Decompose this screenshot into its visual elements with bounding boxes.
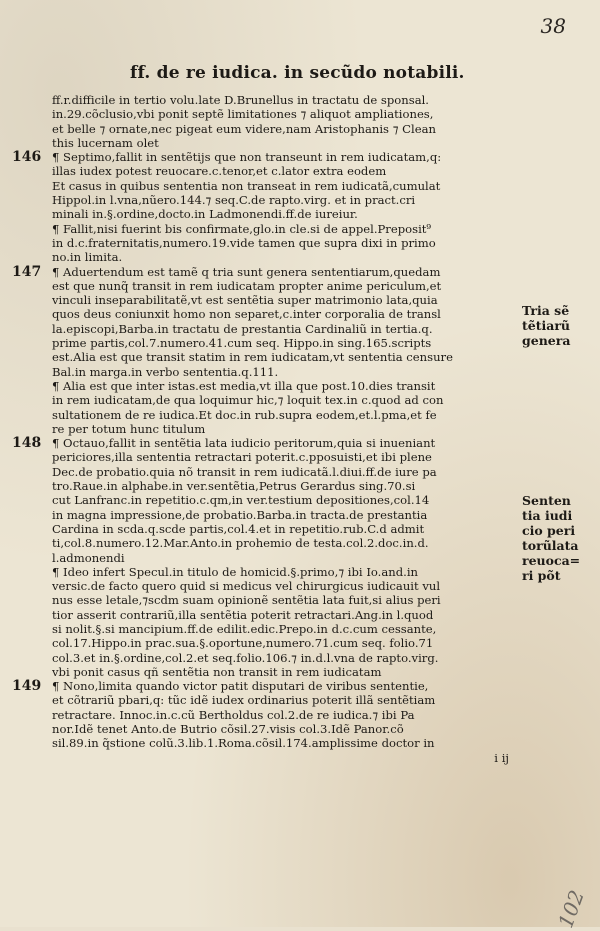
section-number: 148 <box>12 435 42 452</box>
text-line: minali in.§.ordine,docto.in Ladmonendi.ff.de iureiur. <box>52 207 358 222</box>
text-line: tior asserit contrariũ,illa sentẽtia poterit retractari.Ang.in l.quod <box>52 607 434 622</box>
corner-handwritten-mark: 102 <box>553 886 589 931</box>
section-number: 146 <box>12 149 42 166</box>
margin-note-tria <box>522 303 592 348</box>
note-line: genera <box>522 333 571 348</box>
note-line: Tria sẽ <box>522 303 570 318</box>
text-line: vbi ponit casus qñ sentẽtia non transit in rem iudicatam <box>52 664 382 679</box>
note-line: Senten <box>522 493 571 508</box>
note-line: reuoca= <box>522 553 581 568</box>
text-line: nus esse letale,⁊scdm suam opinionẽ sentẽtia lata fuit,si alius peri <box>52 593 441 608</box>
text-line: prime partis,col.7.numero.41.cum seq. Hippo.in sing.165.scripts <box>52 336 432 351</box>
folio-number: 38 <box>540 14 566 38</box>
intro-block <box>52 93 517 150</box>
text-line: tro.Raue.in alphabe.in ver.sentẽtia,Petrus Gerardus sing.70.si <box>52 479 416 494</box>
text-line: et cõtrariũ pbari,q: tũc idẽ iudex ordinarius poterit illã sentẽtiam <box>52 693 436 708</box>
text-line: this lucernam olet <box>52 135 159 150</box>
text-line: ¶ Aduertendum est tamẽ q tria sunt genera sententiarum,quedam <box>52 264 441 279</box>
text-line: ¶ Nono,limita quando victor patit disputari de viribus sententie, <box>52 679 429 694</box>
section-147 <box>12 263 517 437</box>
note-line: ri põt <box>522 568 561 583</box>
text-line: versic.de facto quero quid si medicus vel chirurgicus iudicauit vul <box>52 579 441 594</box>
main-text <box>12 93 517 765</box>
text-line: ¶ Octauo,fallit in sentẽtia lata iudicio peritorum,quia si inueniant <box>52 436 436 451</box>
text-line: ¶ Septimo,fallit in sentẽtijs que non transeunt in rem iudicatam,q: <box>52 150 442 165</box>
text-line: Hippol.in l.vna,nũero.144.⁊ seq.C.de rapto.virg. et in pract.cri <box>52 193 416 208</box>
note-line: tẽtiarũ <box>522 318 571 333</box>
text-line: nor.Idẽ tenet Anto.de Butrio cõsil.27.visis col.3.Idẽ Panor.cõ <box>52 722 404 737</box>
text-line: retractare. Innoc.in.c.cũ Bertholdus col.2.de re iudica.⁊ ibi Pa <box>52 707 415 722</box>
signature-mark: i ij <box>494 750 509 765</box>
text-line: est que nunq̃ transit in rem iudicatam propter anime periculum,et <box>52 278 442 293</box>
text-line: Cardina in scda.q.scde partis,col.4.et in repetitio.rub.C.d admit <box>52 521 425 536</box>
text-line: col.3.et in.§.ordine,col.2.et seq.folio.106.⁊ in.d.l.vna de rapto.virg. <box>52 650 439 665</box>
section-number: 147 <box>12 263 42 280</box>
margin-note-sententia <box>522 493 592 583</box>
text-line: in magna impressione,de probatio.Barba.in tracta.de prestantia <box>52 507 428 522</box>
text-line: sil.89.in q̃stione colũ.3.lib.1.Roma.cõsil.174.amplissime doctor in <box>52 736 435 751</box>
text-line: cut Lanfranc.in repetitio.c.qm,in ver.testium depositiones,col.14 <box>52 493 430 508</box>
text-line: Dec.de probatio.quia nõ transit in rem iudicatã.l.diui.ff.de iure pa <box>52 464 437 479</box>
text-line: ti,col.8.numero.12.Mar.Anto.in prohemio de testa.col.2.doc.in.d. <box>52 536 429 551</box>
text-line: si nolit.§.si mancipium.ff.de edilit.edic.Prepo.in d.c.cum cessante, <box>52 621 437 636</box>
text-line: est.Alia est que transit statim in rem iudicatam,vt sententia censure <box>52 350 453 365</box>
text-line: quos deus coniunxit homo non separet,c.inter corporalia de transl <box>52 307 441 322</box>
text-line: sultationem de re iudica.Et doc.in rub.supra eodem,et.l.pma,et fe <box>52 407 437 422</box>
text-line: la.episcopi,Barba.in tractatu de prestantia Cardinaliũ in tertia.q. <box>52 321 433 336</box>
text-line: col.17.Hippo.in prac.sua.§.oportune,numero.71.cum seq. folio.71 <box>52 636 434 651</box>
text-line: in d.c.fraternitatis,numero.19.vide tamen que supra dixi in primo <box>52 235 436 250</box>
text-line: in rem iudicatam,de qua loquimur hic,⁊ loquit tex.in c.quod ad con <box>52 393 444 408</box>
text-line: ¶ Alia est que inter istas.est media,vt illa que post.10.dies transit <box>52 378 436 393</box>
note-line: tia iudi <box>522 508 573 523</box>
text-line: re per totum hunc titulum <box>52 421 206 436</box>
text-line: ¶ Fallit,nisi fuerint bis confirmate,glo.in cle.si de appel.Preposit⁹ <box>52 221 432 236</box>
text-line: periciores,illa sententia retractari poterit.c.pposuisti,et ibi plene <box>52 450 432 465</box>
text-line: ¶ Ideo infert Specul.in titulo de homicid.§.primo,⁊ ibi Io.and.in <box>52 564 419 579</box>
text-line: Et casus in quibus sententia non transeat in rem iudicatã,cumulat <box>52 178 441 193</box>
section-number: 149 <box>12 678 42 695</box>
text-line: vinculi inseparabilitatẽ,vt est sentẽtia super matrimonio lata,quia <box>52 293 438 308</box>
section-149 <box>12 678 517 765</box>
text-line: et belle ⁊ ornate,nec pigeat eum videre,nam Aristophanis ⁊ Clean <box>52 121 436 136</box>
section-146 <box>12 149 517 265</box>
running-header: ff. de re iudica. in secũdo notabili. <box>130 63 465 83</box>
section-148 <box>12 435 517 679</box>
text-line: no.in limita. <box>52 250 123 265</box>
note-line: torũlata <box>522 538 579 553</box>
text-line: illas iudex potest reuocare.c.tenor,et c.lator extra eodem <box>52 164 387 179</box>
note-line: cio peri <box>522 523 576 538</box>
text-line: in.29.cõclusio,vbi ponit septẽ limitationes ⁊ aliquot ampliationes, <box>52 107 434 122</box>
text-line: Bal.in marga.in verbo sententia.q.111. <box>52 364 279 379</box>
text-line: l.admonendi <box>52 550 125 565</box>
text-line: ff.r.difficile in tertio volu.late D.Brunellus in tractatu de sponsal. <box>52 93 429 107</box>
